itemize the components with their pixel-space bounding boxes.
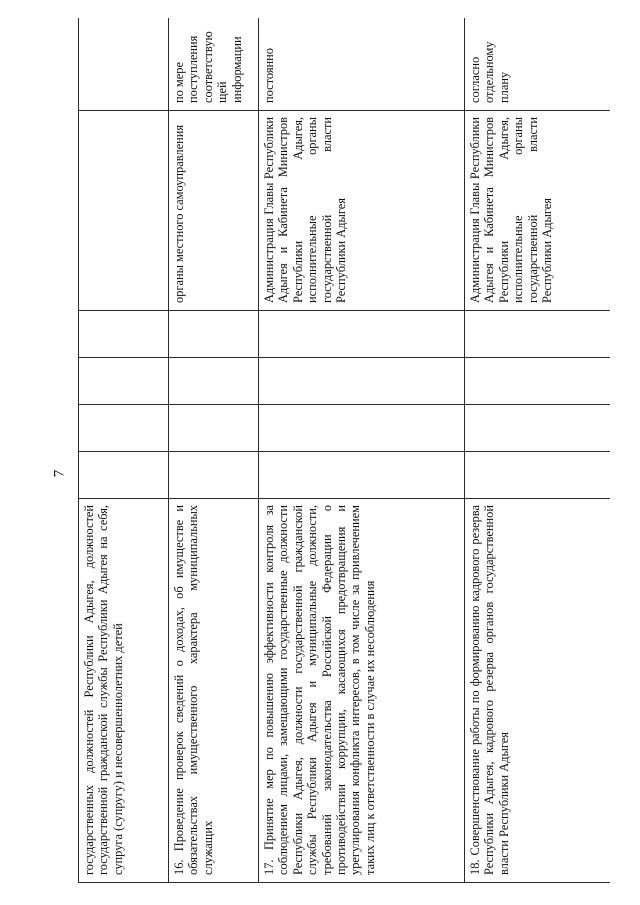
- empty-cell: [169, 311, 259, 358]
- empty-cell: [259, 358, 465, 405]
- empty-cell: [259, 405, 465, 452]
- empty-cell: [465, 358, 611, 405]
- empty-cell: [79, 358, 169, 405]
- measure-cell: 18. Совершенствование работы по формированию кадрового резерва Республики Адыгея, кадрового резерва органов государственной власти Республики Адыгея: [465, 499, 611, 883]
- empty-cell: [259, 452, 465, 499]
- term-cell: постоянно: [259, 18, 465, 111]
- empty-cell: [79, 405, 169, 452]
- measure-cell: 17. Принятие мер по повышению эффективности контроля за соблюдением лицами, замещающими государственные должности Республики Адыгея, должности государственной гражданской службы Республики Адыгея и муниципальные должности, требований законодательства Российской Федерации о противодействии коррупции, касающихся предотвращения и урегулирования конфликта интересов, в том числе за привлечением таких лиц к ответственности в случае их несоблюдения: [259, 499, 465, 883]
- empty-cell: [79, 311, 169, 358]
- measure-cell: государственных должностей Республики Адыгея, должностей государственной гражданской службы Республики Адыгея на себя, супруга (супругу) и несовершеннолетних детей: [79, 499, 169, 883]
- executor-cell: органы местного самоуправления: [169, 111, 259, 311]
- term-cell: [79, 18, 169, 111]
- executor-cell: Администрация Главы Республики Адыгея и Кабинета Министров Республики Адыгея, исполнительные органы государственной власти Республики Адыгея: [465, 111, 611, 311]
- table-row: [259, 18, 465, 883]
- empty-cell: [465, 311, 611, 358]
- empty-cell: [259, 311, 465, 358]
- empty-cell: [79, 452, 169, 499]
- executor-cell: [79, 111, 169, 311]
- empty-cell: [465, 452, 611, 499]
- empty-cell: [169, 358, 259, 405]
- table-row: [79, 18, 169, 883]
- term-cell: согласно отдельному плану: [465, 18, 611, 111]
- empty-cell: [465, 405, 611, 452]
- empty-cell: [169, 452, 259, 499]
- page-number: 7: [51, 469, 68, 478]
- plan-table-container: [78, 18, 610, 883]
- table-row: [169, 18, 259, 883]
- anti-corruption-plan-table: [78, 18, 610, 883]
- measure-cell: 16. Проведение проверок сведений о доходах, об имуществе и обязательствах имущественного характера муниципальных служащих: [169, 499, 259, 883]
- term-cell: по мере поступления соответствующей информации: [169, 18, 259, 111]
- table-row: [465, 18, 611, 883]
- executor-cell: Администрация Главы Республики Адыгея и Кабинета Министров Республики Адыгея, исполнительные органы государственной власти Республики Адыгея: [259, 111, 465, 311]
- empty-cell: [169, 405, 259, 452]
